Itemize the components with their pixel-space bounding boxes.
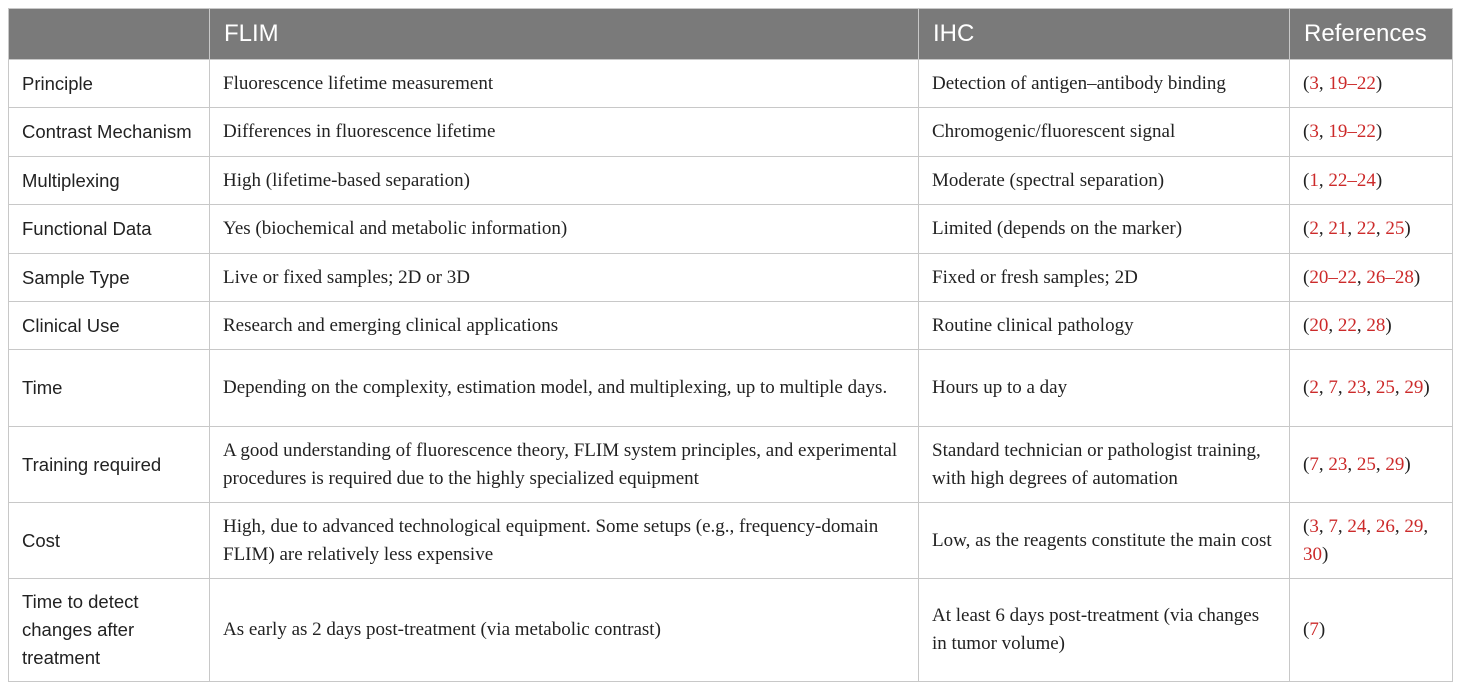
reference-link[interactable]: 22 bbox=[1337, 314, 1357, 336]
reference-link[interactable]: 19–22 bbox=[1328, 72, 1376, 94]
ihc-cell: Hours up to a day bbox=[919, 350, 1290, 427]
reference-punctuation: ( bbox=[1303, 453, 1310, 475]
reference-punctuation: , bbox=[1318, 377, 1329, 398]
reference-link[interactable]: 7 bbox=[1328, 515, 1338, 537]
reference-punctuation: ( bbox=[1303, 515, 1310, 537]
references-cell bbox=[1290, 427, 1453, 503]
row-label: Training required bbox=[9, 427, 210, 503]
reference-punctuation: ) bbox=[1404, 218, 1411, 239]
table-row bbox=[9, 350, 1453, 427]
flim-cell: A good understanding of fluorescence theory, FLIM system principles, and experimental procedures is required due to the highly specialized equipment bbox=[210, 427, 919, 503]
references-cell bbox=[1290, 254, 1453, 302]
header-flim: FLIM bbox=[210, 9, 919, 60]
flim-cell: Differences in fluorescence lifetime bbox=[210, 108, 919, 157]
table-row bbox=[9, 254, 1453, 302]
reference-punctuation: ) bbox=[1375, 72, 1383, 94]
reference-punctuation: ) bbox=[1375, 169, 1383, 191]
reference-punctuation: , bbox=[1347, 453, 1357, 475]
reference-punctuation: , bbox=[1394, 377, 1405, 398]
row-label: Time to detect changes after treatment bbox=[9, 579, 210, 682]
reference-link[interactable]: 20 bbox=[1309, 314, 1329, 336]
reference-punctuation: ) bbox=[1423, 377, 1430, 398]
reference-link[interactable]: 29 bbox=[1404, 377, 1424, 398]
reference-link[interactable]: 3 bbox=[1309, 72, 1319, 94]
ihc-cell: Routine clinical pathology bbox=[919, 302, 1290, 350]
reference-punctuation: , bbox=[1337, 515, 1348, 537]
reference-link[interactable]: 7 bbox=[1309, 453, 1319, 475]
reference-punctuation: ) bbox=[1385, 314, 1392, 336]
references-cell bbox=[1290, 205, 1453, 254]
flim-cell: Live or fixed samples; 2D or 3D bbox=[210, 254, 919, 302]
row-label: Multiplexing bbox=[9, 157, 210, 205]
ihc-cell: Standard technician or pathologist training, with high degrees of automation bbox=[919, 427, 1290, 503]
reference-link[interactable]: 25 bbox=[1356, 453, 1376, 475]
ihc-cell: At least 6 days post-treatment (via changes in tumor volume) bbox=[919, 579, 1290, 682]
reference-punctuation: ( bbox=[1303, 169, 1310, 191]
reference-punctuation: , bbox=[1356, 314, 1367, 336]
reference-punctuation: , bbox=[1318, 72, 1329, 94]
references-cell bbox=[1290, 60, 1453, 108]
row-label: Sample Type bbox=[9, 254, 210, 302]
flim-cell: High, due to advanced technological equipment. Some setups (e.g., frequency-domain FLIM) are relatively less expensive bbox=[210, 503, 919, 579]
reference-punctuation: , bbox=[1394, 515, 1405, 537]
table-row bbox=[9, 503, 1453, 579]
reference-punctuation: , bbox=[1375, 453, 1386, 475]
reference-link[interactable]: 29 bbox=[1385, 453, 1405, 475]
reference-link[interactable]: 30 bbox=[1303, 543, 1322, 565]
reference-link[interactable]: 26–28 bbox=[1366, 266, 1414, 288]
reference-punctuation: ( bbox=[1303, 266, 1310, 288]
reference-link[interactable]: 22 bbox=[1356, 218, 1376, 239]
reference-punctuation: ( bbox=[1303, 72, 1310, 94]
reference-punctuation: , bbox=[1318, 169, 1329, 191]
reference-punctuation: , bbox=[1318, 453, 1329, 475]
ihc-cell: Low, as the reagents constitute the main cost bbox=[919, 503, 1290, 579]
table-row bbox=[9, 302, 1453, 350]
reference-punctuation: , bbox=[1423, 515, 1429, 537]
header-ihc: IHC bbox=[919, 9, 1290, 60]
flim-cell: High (lifetime-based separation) bbox=[210, 157, 919, 205]
reference-link[interactable]: 21 bbox=[1328, 218, 1348, 239]
reference-punctuation: , bbox=[1318, 218, 1329, 239]
row-label: Principle bbox=[9, 60, 210, 108]
flim-ihc-comparison-table bbox=[8, 8, 1453, 682]
reference-link[interactable]: 3 bbox=[1309, 121, 1319, 142]
table-row bbox=[9, 205, 1453, 254]
row-label: Contrast Mechanism bbox=[9, 108, 210, 157]
reference-punctuation: ( bbox=[1303, 218, 1310, 239]
table-row bbox=[9, 60, 1453, 108]
reference-link[interactable]: 26 bbox=[1375, 515, 1395, 537]
reference-link[interactable]: 3 bbox=[1309, 515, 1319, 537]
references-cell bbox=[1290, 579, 1453, 682]
reference-punctuation: , bbox=[1366, 515, 1376, 537]
flim-cell: Depending on the complexity, estimation model, and multiplexing, up to multiple days. bbox=[210, 350, 919, 427]
references-cell bbox=[1290, 350, 1453, 427]
table-row bbox=[9, 108, 1453, 157]
reference-punctuation: , bbox=[1375, 218, 1386, 239]
ihc-cell: Detection of antigen–antibody binding bbox=[919, 60, 1290, 108]
reference-punctuation: ( bbox=[1303, 121, 1310, 142]
row-label: Clinical Use bbox=[9, 302, 210, 350]
reference-punctuation: , bbox=[1328, 314, 1338, 336]
reference-link[interactable]: 28 bbox=[1366, 314, 1386, 336]
reference-link[interactable]: 23 bbox=[1328, 453, 1348, 475]
reference-punctuation: , bbox=[1318, 515, 1329, 537]
reference-link[interactable]: 20–22 bbox=[1309, 266, 1357, 288]
reference-link[interactable]: 1 bbox=[1309, 169, 1319, 191]
ihc-cell: Limited (depends on the marker) bbox=[919, 205, 1290, 254]
reference-punctuation: ( bbox=[1303, 377, 1310, 398]
reference-link[interactable]: 29 bbox=[1404, 515, 1424, 537]
flim-cell: Yes (biochemical and metabolic information) bbox=[210, 205, 919, 254]
reference-link[interactable]: 7 bbox=[1309, 619, 1319, 640]
reference-punctuation: ( bbox=[1303, 619, 1310, 640]
references-cell bbox=[1290, 157, 1453, 205]
table-header-row bbox=[9, 9, 1453, 60]
reference-punctuation: , bbox=[1356, 266, 1367, 288]
table-row bbox=[9, 157, 1453, 205]
row-label: Functional Data bbox=[9, 205, 210, 254]
comparison-table-container bbox=[8, 8, 1452, 682]
reference-link[interactable]: 7 bbox=[1328, 377, 1338, 398]
ihc-cell: Moderate (spectral separation) bbox=[919, 157, 1290, 205]
ihc-cell: Fixed or fresh samples; 2D bbox=[919, 254, 1290, 302]
header-empty-cell bbox=[9, 9, 210, 60]
ihc-cell: Chromogenic/fluorescent signal bbox=[919, 108, 1290, 157]
reference-punctuation: ) bbox=[1375, 121, 1383, 142]
reference-link[interactable]: 25 bbox=[1375, 377, 1395, 398]
table-row bbox=[9, 427, 1453, 503]
reference-punctuation: ) bbox=[1404, 453, 1411, 475]
reference-punctuation: , bbox=[1366, 377, 1376, 398]
reference-punctuation: ) bbox=[1322, 543, 1329, 565]
reference-link[interactable]: 19–22 bbox=[1328, 121, 1376, 142]
reference-punctuation: , bbox=[1337, 377, 1348, 398]
reference-punctuation: , bbox=[1318, 121, 1329, 142]
flim-cell: As early as 2 days post-treatment (via metabolic contrast) bbox=[210, 579, 919, 682]
row-label: Time bbox=[9, 350, 210, 427]
references-cell bbox=[1290, 108, 1453, 157]
table-row bbox=[9, 579, 1453, 682]
reference-link[interactable]: 22–24 bbox=[1328, 169, 1376, 191]
row-label: Cost bbox=[9, 503, 210, 579]
reference-punctuation: ( bbox=[1303, 314, 1310, 336]
reference-link[interactable]: 23 bbox=[1347, 377, 1367, 398]
reference-punctuation: ) bbox=[1413, 266, 1421, 288]
reference-link[interactable]: 24 bbox=[1347, 515, 1367, 537]
flim-cell: Fluorescence lifetime measurement bbox=[210, 60, 919, 108]
reference-punctuation: , bbox=[1347, 218, 1357, 239]
header-references: References bbox=[1290, 9, 1453, 60]
reference-link[interactable]: 2 bbox=[1309, 218, 1319, 239]
reference-punctuation: ) bbox=[1318, 619, 1326, 640]
references-cell bbox=[1290, 503, 1453, 579]
reference-link[interactable]: 25 bbox=[1385, 218, 1405, 239]
flim-cell: Research and emerging clinical applications bbox=[210, 302, 919, 350]
references-cell bbox=[1290, 302, 1453, 350]
reference-link[interactable]: 2 bbox=[1309, 377, 1319, 398]
